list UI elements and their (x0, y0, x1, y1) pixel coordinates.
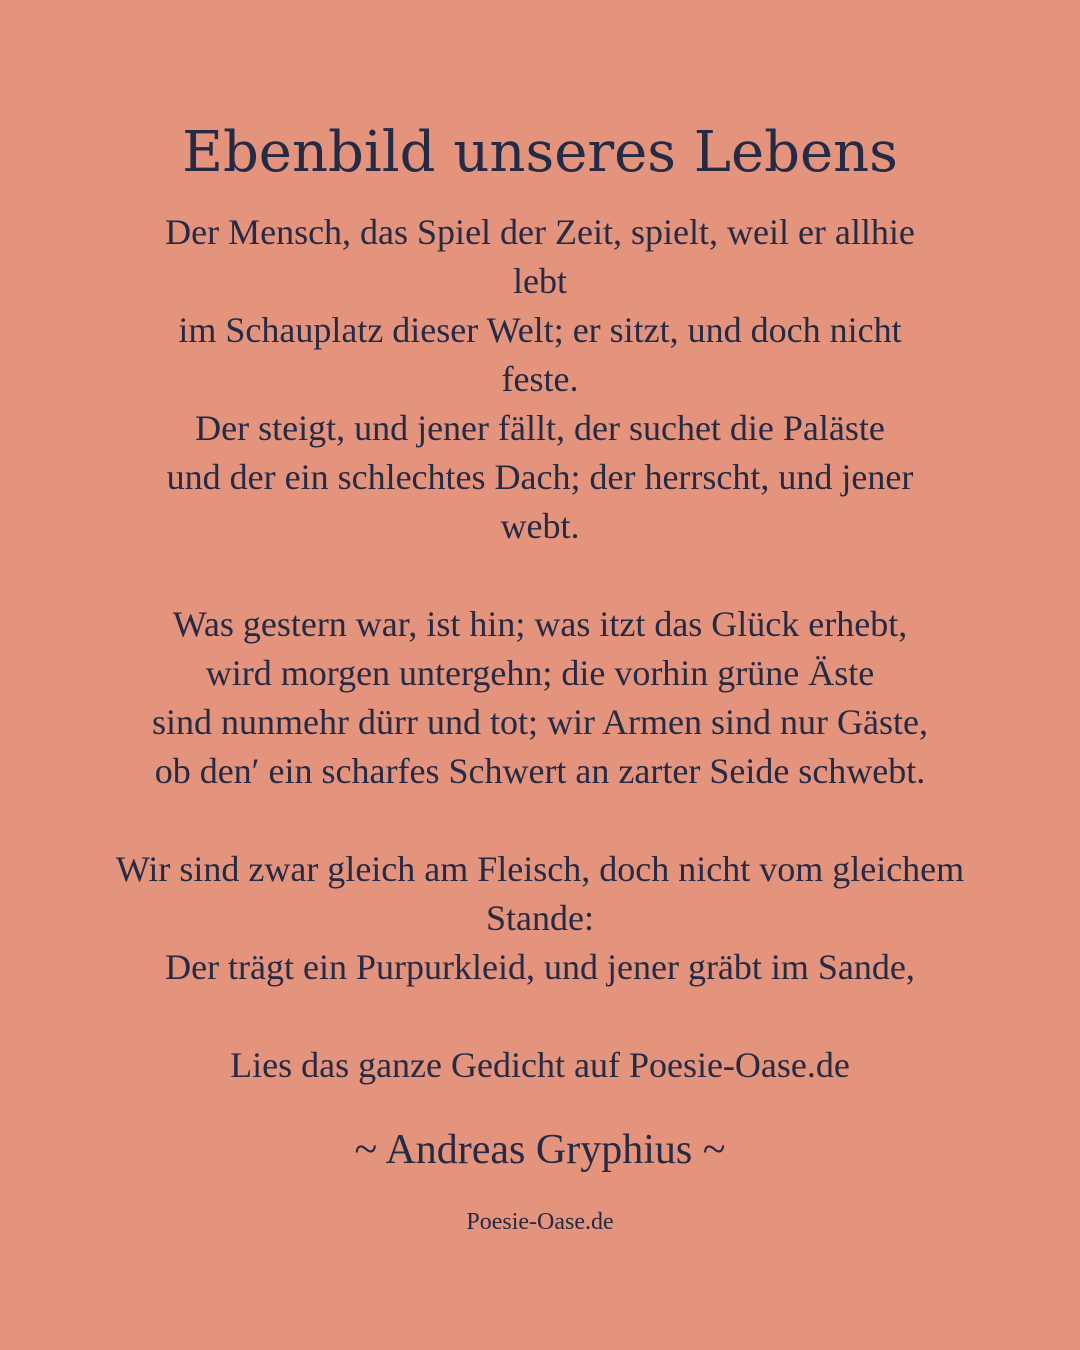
site-name: Poesie-Oase.de (466, 1209, 614, 1235)
poem-line: im Schauplatz dieser Welt; er sitzt, und doch nicht (178, 310, 902, 350)
poem-line: feste. (501, 359, 579, 399)
poem-line: wird morgen untergehn; die vorhin grüne Äste (205, 653, 875, 693)
poem-line: Der steigt, und jener fällt, der suchet die Paläste (195, 408, 885, 448)
poem-line: ob den′ ein scharfes Schwert an zarter Seide schwebt. (154, 751, 926, 791)
poem-line: Der Mensch, das Spiel der Zeit, spielt, weil er allhie (165, 212, 915, 252)
read-more-text: Lies das ganze Gedicht auf Poesie-Oase.de (230, 1045, 850, 1085)
poem-title: Ebenbild unseres Lebens (182, 120, 898, 185)
poem-line: Was gestern war, ist hin; was itzt das Glück erhebt, (172, 604, 908, 644)
poem-line: lebt (513, 261, 567, 301)
poem-author: ~ Andreas Gryphius ~ (354, 1127, 726, 1173)
poem-line: Stande: (486, 898, 594, 938)
poem-line: und der ein schlechtes Dach; der herrscht, und jener (166, 457, 914, 497)
poem-line: sind nunmehr dürr und tot; wir Armen sind nur Gäste, (152, 702, 928, 742)
poem-line: webt. (500, 506, 580, 546)
poem-line: Wir sind zwar gleich am Fleisch, doch nicht vom gleichem (115, 849, 965, 889)
poem-line: Der trägt ein Purpurkleid, und jener gräbt im Sande, (165, 947, 915, 987)
